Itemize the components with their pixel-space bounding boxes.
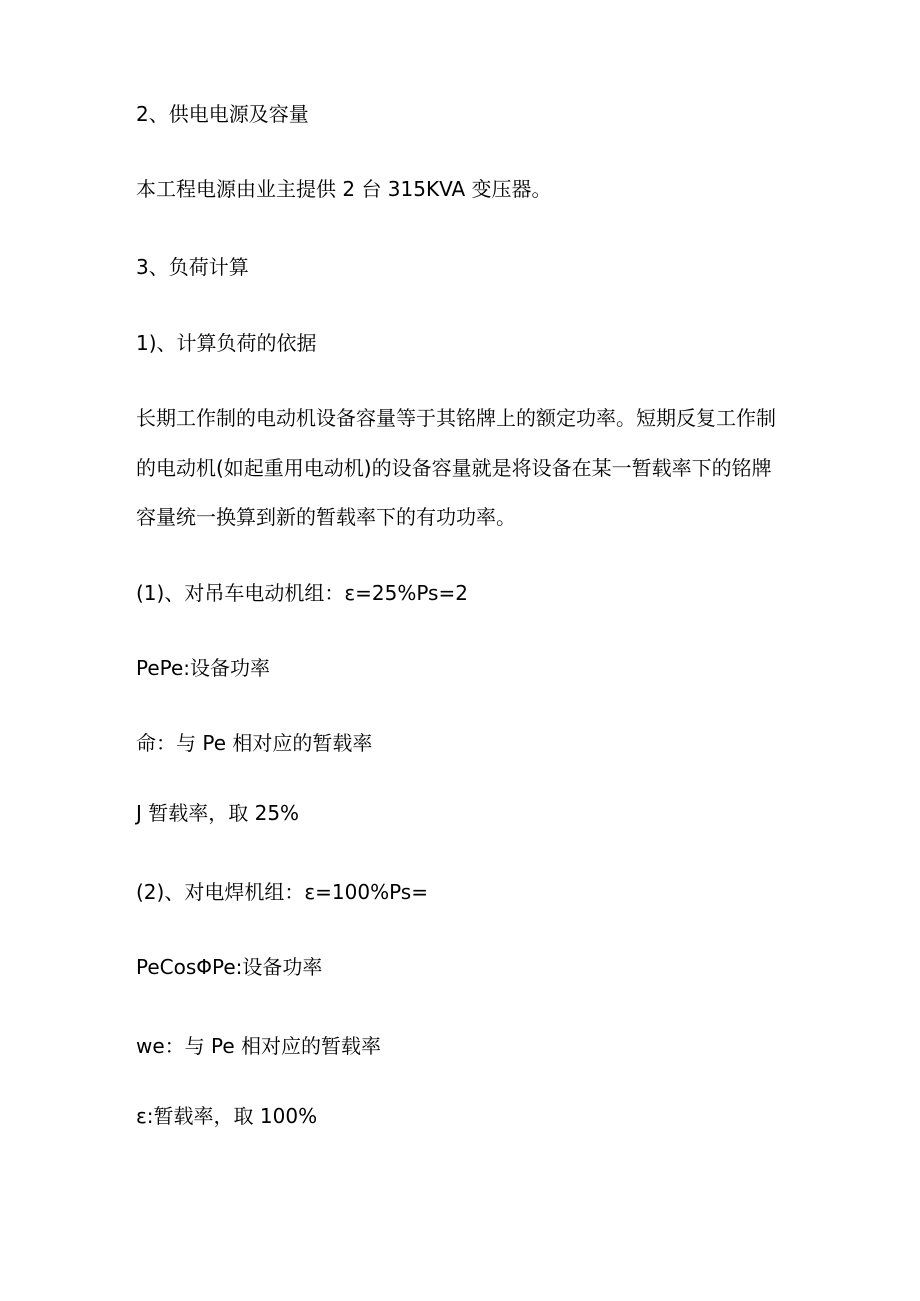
basis-paragraph-line-1: 长期工作制的电动机设备容量等于其铭牌上的额定功率。短期反复工作制 (136, 406, 776, 430)
heading-load-calculation: 3、负荷计算 (136, 255, 249, 279)
crane-ming-definition: 命：与 Pe 相对应的暂载率 (136, 731, 373, 755)
crane-pe-definition: PePe:设备功率 (136, 656, 271, 680)
basis-paragraph-line-2: 的电动机(如起重用电动机)的设备容量就是将设备在某一暂载率下的铭牌 (136, 456, 772, 480)
heading-power-supply: 2、供电电源及容量 (136, 102, 309, 126)
basis-paragraph-line-3: 容量统一换算到新的暂载率下的有功功率。 (136, 505, 516, 529)
welder-eps-definition: ε:暂载率，取 100% (136, 1104, 318, 1128)
crane-j-definition: J 暂载率，取 25% (136, 801, 300, 825)
power-supply-text: 本工程电源由业主提供 2 台 315KVA 变压器。 (136, 177, 552, 201)
welder-we-definition: we：与 Pe 相对应的暂载率 (136, 1034, 382, 1058)
crane-motor-group: (1)、对吊车电动机组：ε=25%Ps=2 (136, 581, 468, 605)
welder-group: (2)、对电焊机组：ε=100%Ps= (136, 880, 428, 904)
sub-heading-calculation-basis: 1)、计算负荷的依据 (136, 331, 317, 355)
welder-pe-definition: PeCosΦPe:设备功率 (136, 955, 323, 979)
